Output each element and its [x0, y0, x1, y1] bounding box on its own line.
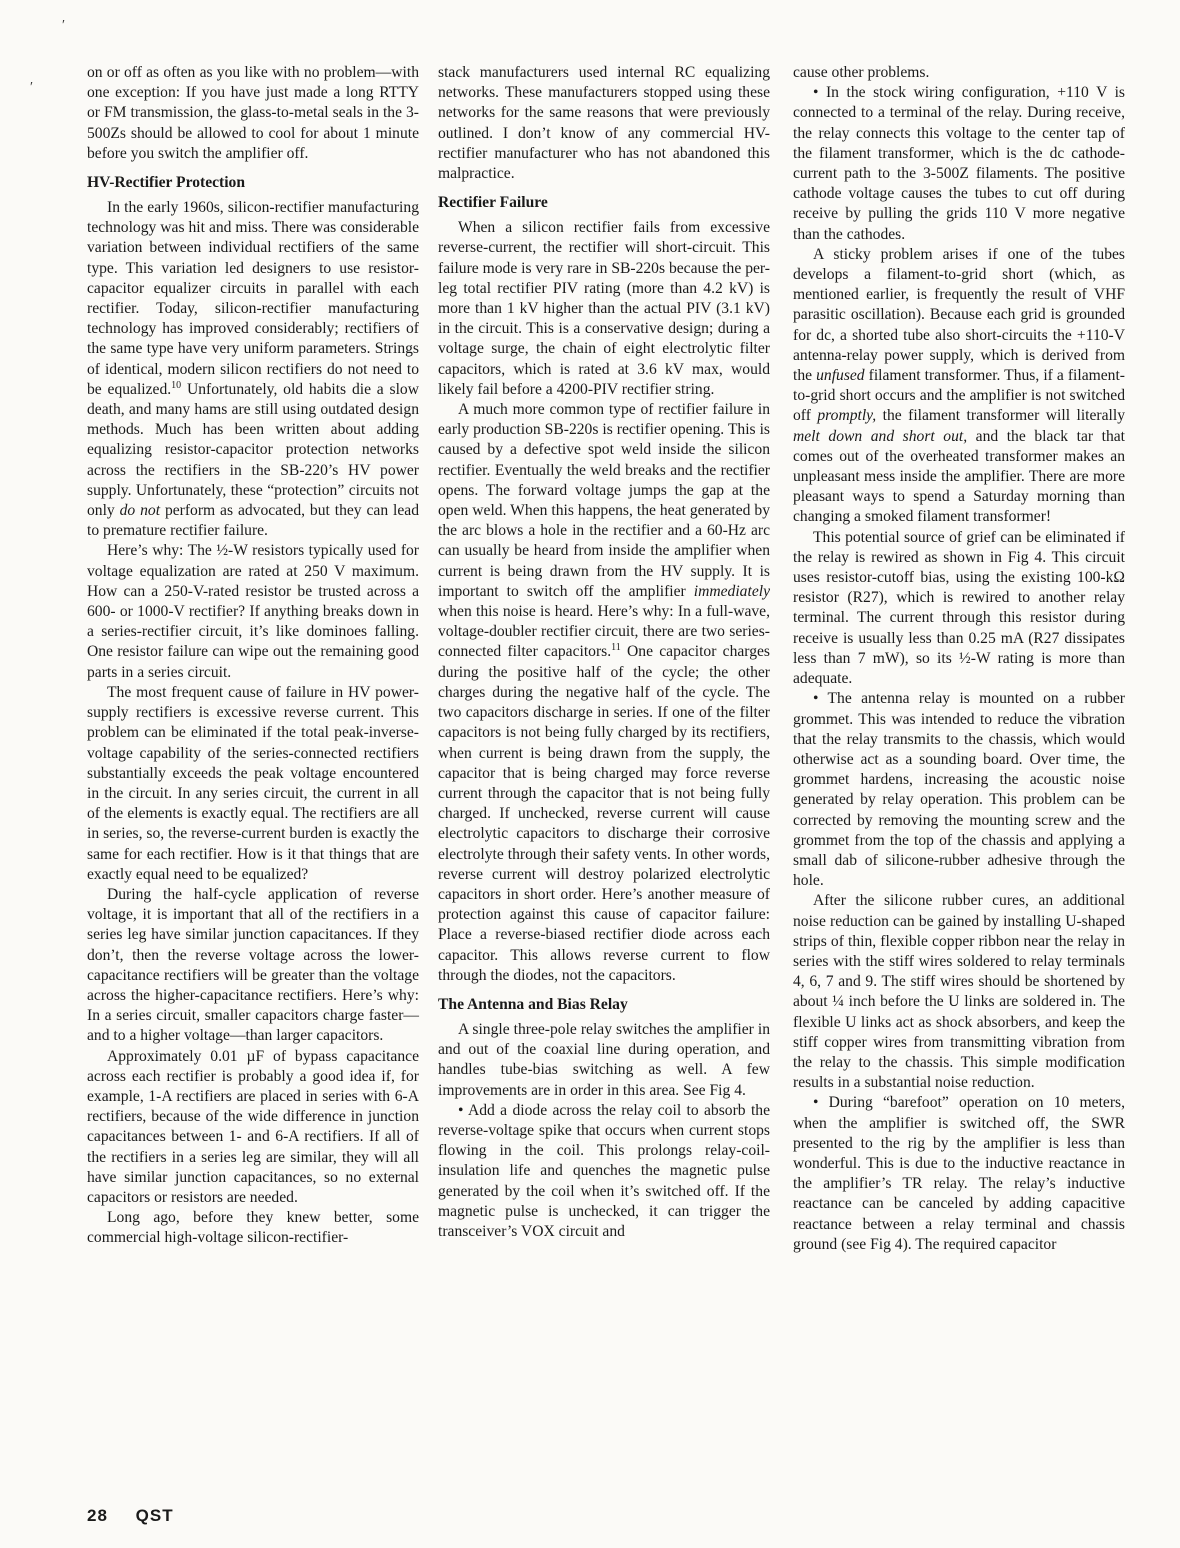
paragraph: When a silicon rectifier fails from excessive reverse-current, the rectifier will short-circuit. This failure mode is very rare in SB-220s because the per-leg total rectifier PIV rating (more than 4.2 kV) is more than 1 kV higher than the actual PIV (3.1 kV) in the circuit. This is a conservative design; during a voltage surge, the chain of eight electrolytic filter capacitors, which is rated at 3.6 kV max, would likely fail before a 4200-PIV rectifier string. — [438, 219, 770, 398]
column-2 — [438, 63, 770, 1242]
paragraph: Here’s why: The ½-W resistors typically used for voltage equalization are rated at 250 V maximum. How can a 250-V-rated resistor be trusted across a 600- or 1000-V rectifier? If anything breaks down in a series-rectifier circuit, it’s like dominoes falling. One resistor failure can wipe out the remaining good parts in a series circuit. — [87, 542, 419, 681]
bullet-paragraph: • The antenna relay is mounted on a rubber grommet. This was intended to reduce the vibration that the relay transmits to the chassis, which would otherwise act as a sounding board. Over time, the grommet hardens, increasing the acoustic noise generated by relay operation. This problem can be corrected by removing the mounting screw and the grommet from the top of the chassis and applying a small dab of silicone-rubber adhesive through the hole. — [793, 690, 1125, 890]
stray-mark: ′ — [30, 80, 34, 95]
bullet-paragraph: • In the stock wiring configuration, +110 V is connected to a terminal of the relay. During receive, the relay connects this voltage to the center tap of the filament transformer, which is the dc cathode-current path to the 3-500Z filaments. The positive cathode voltage causes the tubes to cut off during receive by pulling the grids 110 V more negative than the cathodes. — [793, 84, 1125, 243]
paragraph: In the early 1960s, silicon-rectifier manufacturing technology was hit and miss. There was considerable variation between individual rectifiers of the same type. This variation led designers to use resistor-capacitor equalizer circuits in parallel with each rectifier. Today, silicon-rectifier manufacturing technology has improved considerably; rectifiers of the same type have very uniform parameters. Strings of identical, modern silicon rectifiers do not need to be equalized.$^{10}$ Unfortunately, old habits die a slow death, and many hams are still using outdated design methods. Much has been written about adding equalizing resistor-capacitor protection networks across the rectifiers in the SB-220’s HV power supply. Unfortunately, these “protection” circuits not only do not perform as advocated, but they can lead to premature rectifier failure. — [87, 199, 420, 540]
column-1 — [87, 63, 419, 1249]
paragraph: on or off as often as you like with no problem—with one exception: If you have just made a long RTTY or FM transmission, the glass-to-metal seals in the 3-500Zs should be allowed to cool for about 1 minute before you switch the amplifier off. — [87, 64, 419, 162]
paragraph: A single three-pole relay switches the amplifier in and out of the coaxial line during operation, and handles tube-bias switching as well. A few improvements are in order in this area. See Fig 4. — [438, 1020, 770, 1099]
footnote-ref: 10 — [171, 379, 182, 391]
section-heading-rectifier-failure: Rectifier Failure — [438, 194, 548, 212]
section-heading-hv-rectifier-protection: HV-Rectifier Protection — [87, 174, 246, 192]
bullet-paragraph: • Add a diode across the relay coil to absorb the reverse-voltage spike that occurs when current stops flowing in the coil. This prolongs relay-coil-insulation life and quenches the magnetic pulse generated by the coil when it’s switched off. If the magnetic pulse is unchecked, it can trigger the transceiver’s VOX circuit and — [438, 1101, 770, 1240]
paragraph: A much more common type of rectifier failure in early production SB-220s is rectifier opening. This is caused by a defective spot weld inside the silicon rectifier. Eventually the weld breaks and the rectifier opens. The forward voltage jumps the gap at the open weld. When this happens, the heat generated by the arc blows a hole in the rectifier and a 60-Hz arc can usually be heard from inside the amplifier when current is being drawn from the HV supply. It is important to switch off the amplifier immediately when this noise is heard. Here’s why: In a full-wave, voltage-doubler rectifier circuit, there are two series-connected filter capacitors.$^{11}$ One capacitor charges during the positive half of the cycle; the other charges during the negative half of the cycle. The two capacitors discharge in series. If one of the filter capacitors is not being fully charged by its rectifiers, when current is being drawn from the supply, the capacitor that is being charged may force reverse current through the capacitor that is not being fully charged. If unchecked, reverse current will cause electrolytic capacitors to discharge their corrosive electrolyte through their safety vents. In other words, reverse current will destroy polarized electrolytic capacitors in short order. Here’s another measure of protection against this cause of capacitor failure: Place a reverse-biased rectifier diode across each capacitor. This allows reverse current to flow through the diodes, not the capacitors. — [438, 401, 770, 984]
paragraph: Long ago, before they knew better, some commercial high-voltage silicon-rectifier- — [87, 1209, 419, 1247]
page-number: 28 — [87, 1506, 108, 1525]
column-3 — [793, 63, 1125, 1255]
paragraph: The most frequent cause of failure in HV power-supply rectifiers is excessive reverse current. This problem can be eliminated if the total peak-inverse-voltage capability of the series-connected rectifiers substantially exceeds the peak voltage encountered in the circuit. In any series circuit, the current in all of the elements is exactly equal. The rectifiers are all in series, so, the reverse-current burden is exactly the same for each rectifier. How is it that things that are exactly equal need to be equalized? — [87, 683, 419, 883]
paragraph: This potential source of grief can be eliminated if the relay is rewired as shown in Fig 4. This circuit uses resistor-cutoff bias, using the existing 100-kΩ resistor (R27), which is rewired to another relay terminal. The current through this resistor during receive is usually less than 0.25 mA (R27 dissipates less than 7 mW), so its ½-W rating is more than adequate. — [793, 528, 1125, 688]
section-heading-antenna-bias-relay: The Antenna and Bias Relay — [438, 995, 628, 1013]
paragraph: During the half-cycle application of reverse voltage, it is important that all of the rectifiers in a series leg have similar junction capacitances. If they don’t, then the reverse voltage across the lower-capacitance rectifiers will be greater than the voltage across the higher-capacitance rectifiers. Here’s why: In a series circuit, smaller capacitors charge faster—and to a higher voltage—than larger capacitors. — [87, 885, 419, 1045]
paragraph: stack manufacturers used internal RC equalizing networks. These manufacturers stopped using these networks for the same reasons that were previously outlined. I don’t know of any commercial HV-rectifier manufacturer who has not abandoned this malpractice. — [438, 64, 770, 183]
paragraph: A sticky problem arises if one of the tubes develops a filament-to-grid short (which, as mentioned earlier, is frequently the result of VHF parasitic oscillation). Because each grid is grounded for dc, a shorted tube also short-circuits the +110-V antenna-relay power supply, which is derived from the unfused filament transformer. Thus, if a filament-to-grid short occurs and the amplifier is not switched off promptly, the filament transformer will literally melt down and short out, and the black tar that comes out of the overheated transformer makes an unpleasant mess inside the amplifier. There are more pleasant ways to spend a Saturday morning than changing a smoked filament transformer! — [793, 245, 1126, 526]
paragraph: Approximately 0.01 µF of bypass capacitance across each rectifier is probably a good idea if, for example, 1-A rectifiers are placed in series with 6-A rectifiers, because of the wide difference in junction capacitances between 1- and 6-A rectifiers. If all of the rectifiers in a series leg are similar, they will all have similar junction capacitances, so no external capacitors or resistors are needed. — [87, 1047, 419, 1206]
paragraph: cause other problems. — [793, 64, 930, 81]
footnote-ref: 11 — [611, 642, 621, 654]
bullet-paragraph: • During “barefoot” operation on 10 meters, when the amplifier is switched off, the SWR presented to the rig by the amplifier is less than wonderful. This is due to the inductive reactance in the amplifier’s TR relay. The relay’s inductive reactance can be canceled by adding capacitive reactance between a relay terminal and chassis ground (see Fig 4). The required capacitor — [793, 1094, 1125, 1253]
stray-mark: ′ — [62, 18, 66, 33]
magazine-logo: QST — [135, 1506, 174, 1525]
page-footer — [87, 1506, 174, 1526]
paragraph: After the silicone rubber cures, an additional noise reduction can be gained by installing U-shaped strips of thin, flexible copper ribbon near the relay in series with the stiff wires soldered to relay terminals 4, 6, 7 and 9. The stiff wires should be shortened by about ¼ inch before the U links are soldered in. The flexible U links act as shock absorbers, and keep the stiff copper wires from transmitting vibration from the relay to the chassis. This simple modification results in a substantial noise reduction. — [793, 892, 1125, 1092]
